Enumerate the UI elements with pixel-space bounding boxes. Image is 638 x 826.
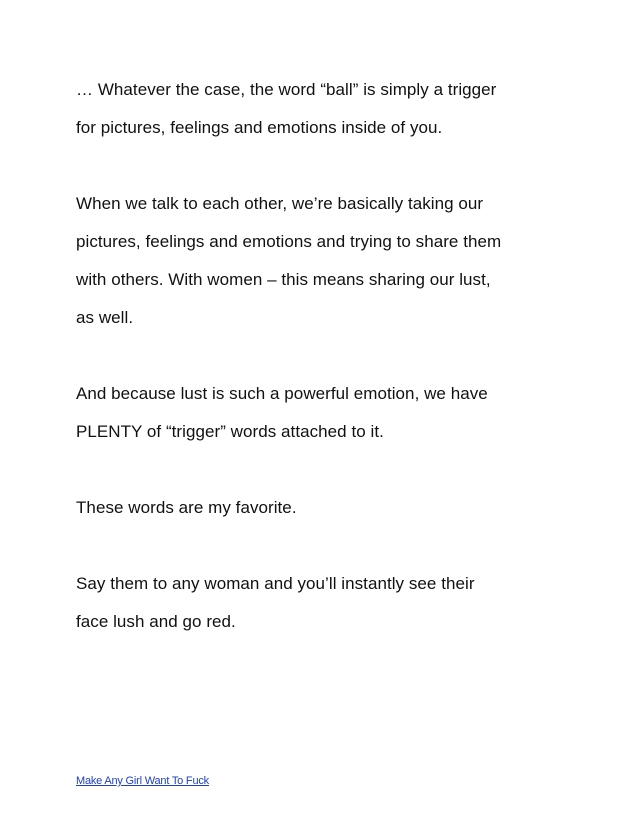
paragraph-5-line-1: Say them to any woman and you’ll instantly see their — [76, 574, 475, 593]
paragraph-1-line-2: for pictures, feelings and emotions inside of you. — [76, 118, 443, 137]
paragraph-2-line-4: as well. — [76, 308, 134, 327]
footer-link[interactable]: Make Any Girl Want To Fuck — [76, 775, 209, 787]
paragraph-2-line-2: pictures, feelings and emotions and trying to share them — [76, 232, 502, 251]
paragraph-2-line-1: When we talk to each other, we’re basically taking our — [76, 194, 484, 213]
paragraph-5-line-2: face lush and go red. — [76, 612, 236, 631]
paragraph-2-line-3: with others. With women – this means sharing our lust, — [76, 270, 491, 289]
paragraph-3-line-1: And because lust is such a powerful emotion, we have — [76, 384, 488, 403]
paragraph-3-line-2: PLENTY of “trigger” words attached to it. — [76, 422, 384, 441]
paragraph-1-line-1: … Whatever the case, the word “ball” is simply a trigger — [76, 80, 497, 99]
paragraph-4-line-1: These words are my favorite. — [76, 498, 297, 517]
